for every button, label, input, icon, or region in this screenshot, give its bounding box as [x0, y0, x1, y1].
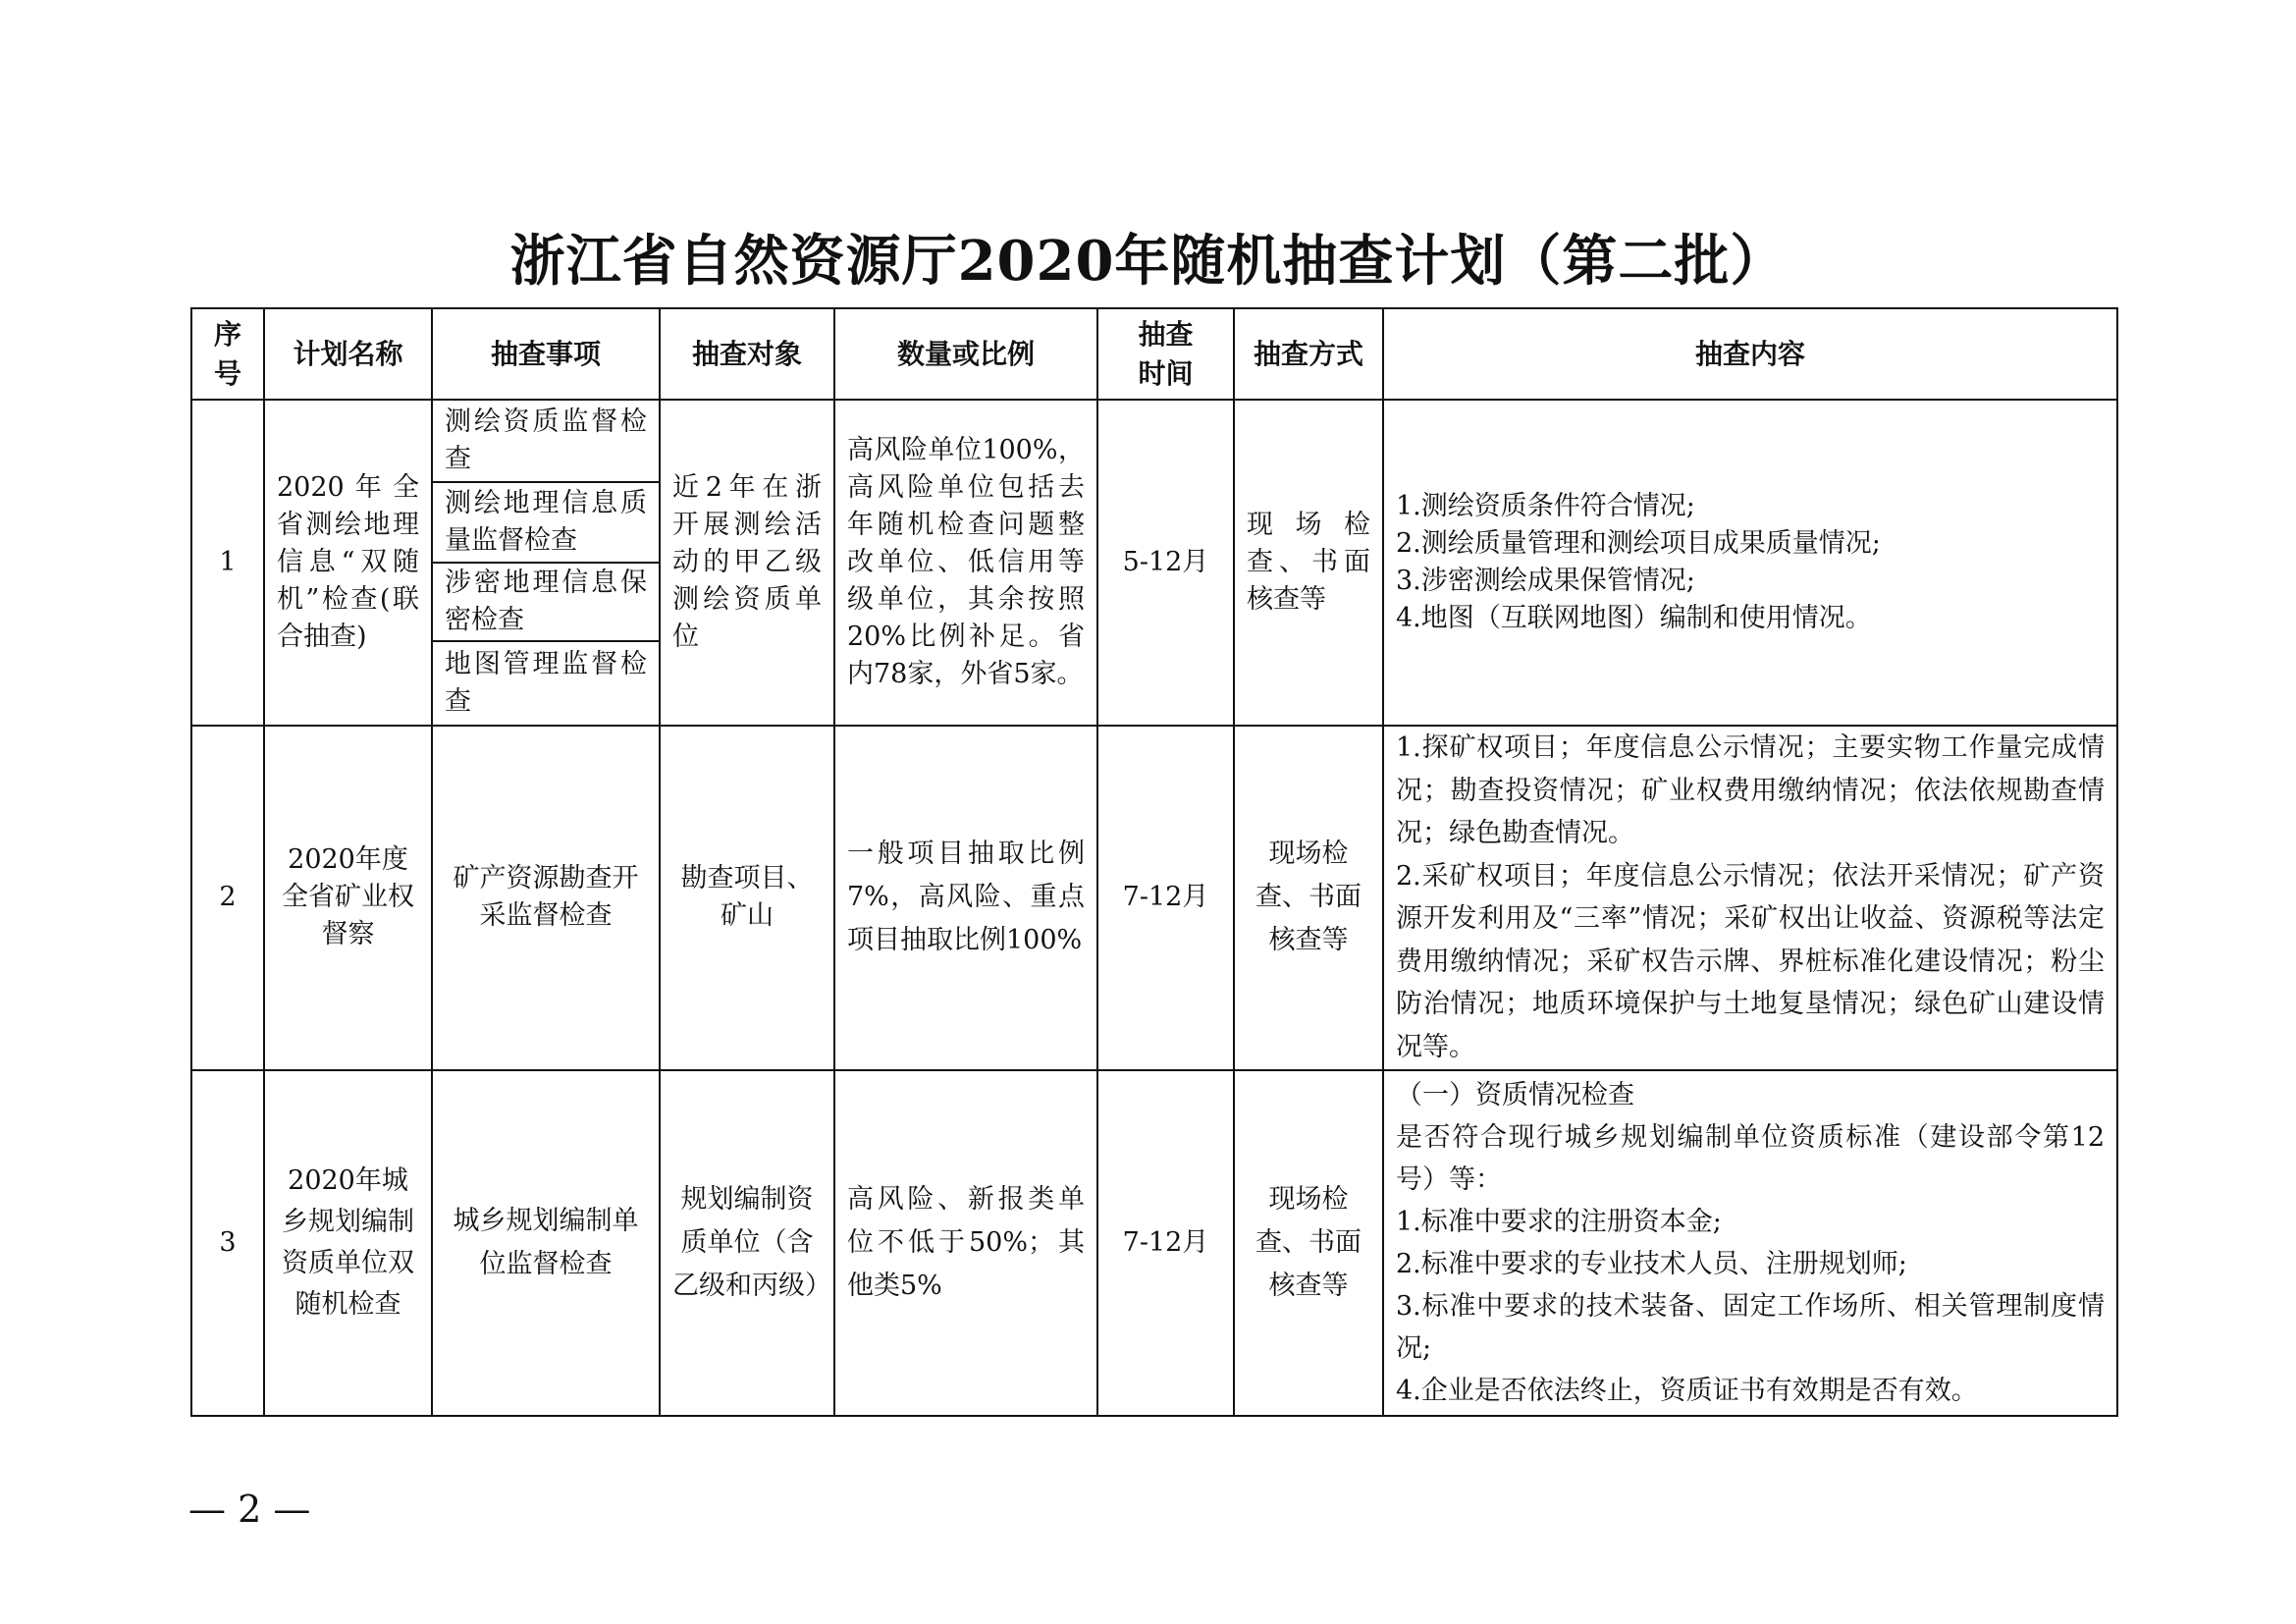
- header-target: 抽查对象: [660, 308, 834, 400]
- ratio-cell: 高风险、新报类单位不低于50%；其他类5%: [834, 1070, 1097, 1416]
- inspection-plan-table: [190, 307, 2118, 1417]
- table-row: [191, 400, 2117, 482]
- row-no: 1: [191, 400, 264, 726]
- target-cell: 勘查项目、矿山: [660, 726, 834, 1069]
- header-method: 抽查方式: [1234, 308, 1383, 400]
- content-line: 2.采矿权项目；年度信息公示情况；依法开采情况；矿产资源开发利用及“三率”情况；采矿权出让收益、资源税等法定费用缴纳情况；采矿权告示牌、界桩标准化建设情况；粉尘防治情况；地质环境保护与土地复垦情况；绿色矿山建设情况等。: [1396, 860, 2105, 1062]
- table-row: [191, 726, 2117, 1069]
- content-line: 3.涉密测绘成果保管情况;: [1396, 566, 1695, 597]
- content-line: 2.标准中要求的专业技术人员、注册规划师;: [1396, 1248, 1907, 1279]
- method-cell: 现场检查、书面核查等: [1234, 400, 1383, 726]
- plan-name-cell: 2020年全省测绘地理信息“双随机”检查(联合抽查): [264, 400, 432, 726]
- content-line: 2.测绘质量管理和测绘项目成果质量情况;: [1396, 528, 1881, 560]
- content-line: 1.探矿权项目；年度信息公示情况；主要实物工作量完成情况；勘查投资情况；矿业权费用缴纳情况；依法依规勘查情况；绿色勘查情况。: [1396, 732, 2105, 849]
- plan-name-cell: 2020年城乡规划编制资质单位双随机检查: [264, 1070, 432, 1416]
- ratio-cell: 高风险单位100%，高风险单位包括去年随机检查问题整改单位、低信用等级单位，其余按照20%比例补足。省内78家，外省5家。: [834, 400, 1097, 726]
- time-cell: 5-12月: [1097, 400, 1234, 726]
- method-cell: 现场检查、书面核查等: [1234, 1070, 1383, 1416]
- header-item: 抽查事项: [432, 308, 660, 400]
- inspection-item-cell: 测绘地理信息质量监督检查: [432, 482, 660, 563]
- content-cell: [1383, 1070, 2117, 1416]
- header-plan-name: 计划名称: [264, 308, 432, 400]
- header-no: 序 号: [191, 308, 264, 400]
- content-line: 1.标准中要求的注册资本金;: [1396, 1206, 1722, 1237]
- inspection-item-cell: 地图管理监督检查: [432, 641, 660, 726]
- document-title: 浙江省自然资源厅2020年随机抽查计划（第二批）: [509, 229, 1787, 294]
- content-line: 3.标准中要求的技术装备、固定工作场所、相关管理制度情况;: [1396, 1290, 2105, 1364]
- row-no: 3: [191, 1070, 264, 1416]
- header-ratio: 数量或比例: [834, 308, 1097, 400]
- time-cell: 7-12月: [1097, 1070, 1234, 1416]
- content-cell: [1383, 400, 2117, 726]
- content-line: 4.企业是否依法终止，资质证书有效期是否有效。: [1396, 1375, 1978, 1406]
- row-no: 2: [191, 726, 264, 1069]
- table-row: [191, 1070, 2117, 1416]
- target-cell: 近2年在浙开展测绘活动的甲乙级测绘资质单位: [660, 400, 834, 726]
- ratio-cell: 一般项目抽取比例7%，高风险、重点项目抽取比例100%: [834, 726, 1097, 1069]
- time-cell: 7-12月: [1097, 726, 1234, 1069]
- inspection-item-cell: 测绘资质监督检查: [432, 400, 660, 482]
- method-cell: 现场检查、书面核查等: [1234, 726, 1383, 1069]
- inspection-item-cell: 城乡规划编制单位监督检查: [432, 1070, 660, 1416]
- content-line: 是否符合现行城乡规划编制单位资质标准（建设部令第12号）等：: [1396, 1121, 2105, 1195]
- target-cell: 规划编制资质单位（含乙级和丙级）: [660, 1070, 834, 1416]
- inspection-item-cell: 涉密地理信息保密检查: [432, 563, 660, 641]
- plan-name-cell: 2020年度全省矿业权督察: [264, 726, 432, 1069]
- table-header-row: [191, 308, 2117, 400]
- content-line: 4.地图（互联网地图）编制和使用情况。: [1396, 603, 1872, 634]
- content-cell: [1383, 726, 2117, 1069]
- page-number: — 2 —: [188, 1488, 311, 1531]
- content-line: 1.测绘资质条件符合情况;: [1396, 491, 1695, 522]
- content-line: （一）资质情况检查: [1396, 1079, 1634, 1110]
- header-content: 抽查内容: [1383, 308, 2117, 400]
- header-time: 抽查 时间: [1097, 308, 1234, 400]
- inspection-item-cell: 矿产资源勘查开采监督检查: [432, 726, 660, 1069]
